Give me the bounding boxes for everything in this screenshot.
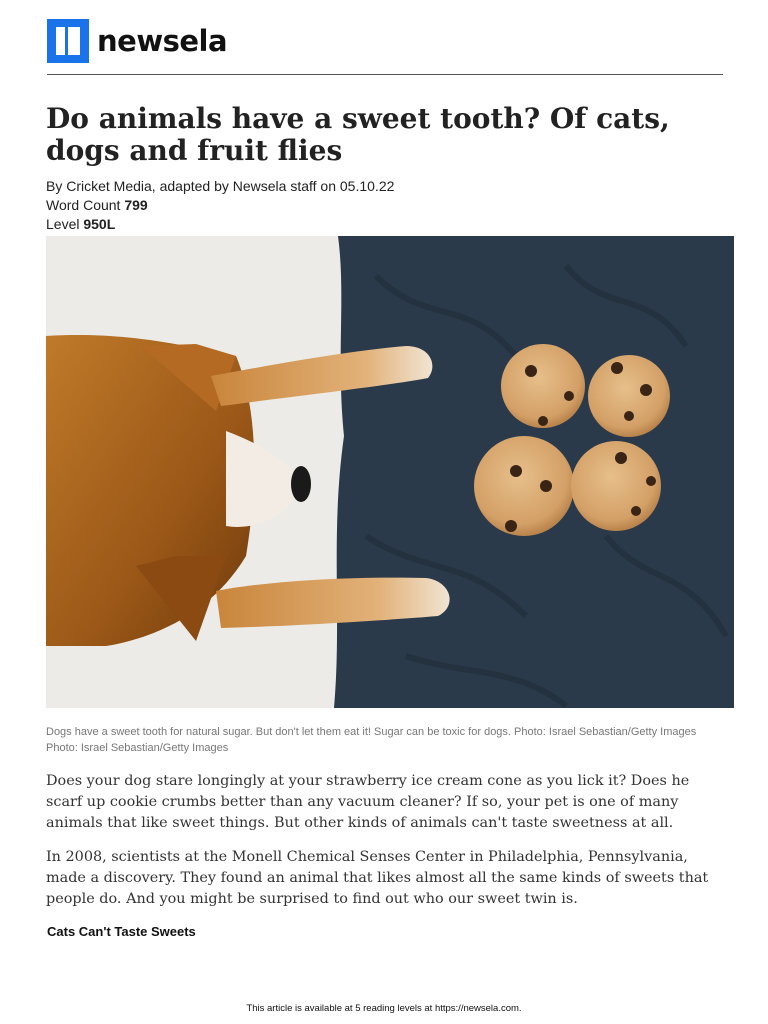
reading-level-label: Level [46, 216, 80, 232]
article-photo [46, 236, 734, 708]
footer-note: This article is available at 5 reading levels at https://newsela.com. [246, 1003, 522, 1014]
brand-name: newsela [97, 24, 228, 58]
article-byline: By Cricket Media, adapted by Newsela staff on 05.10.22 [46, 178, 395, 194]
photo-credit: Photo: Israel Sebastian/Getty Images [46, 742, 229, 754]
article-title: Do animals have a sweet tooth? Of cats, dogs and fruit flies [46, 102, 670, 167]
caption-text: Dogs have a sweet tooth for natural sugar. But don't let them eat it! Sugar can be toxic for dogs. Photo: Israel Sebastian/Getty Images [46, 726, 697, 738]
word-count-value: 799 [124, 197, 148, 213]
body-paragraph-1: Does your dog stare longingly at your strawberry ice cream cone as you lick it? Does he scarf up cookie crumbs better than any vacuum cleaner? If so, your pet is one of many animals that like sweet things. But other kinds of animals can't taste sweetness at all. [46, 773, 690, 831]
photo-caption [46, 724, 736, 756]
header-divider [47, 74, 723, 75]
reading-level-value: 950L [83, 216, 116, 232]
reading-level [46, 215, 115, 234]
body-paragraph-2: In 2008, scientists at the Monell Chemical Senses Center in Philadelphia, Pennsylvania, made a discovery. They found an animal that likes almost all the same kinds of sweets that people do. And you might be surprised to find out who our sweet twin is. [46, 849, 709, 907]
word-count-label: Word Count [46, 197, 121, 213]
section-heading: Cats Can't Taste Sweets [47, 924, 196, 939]
newsela-logo-icon [47, 19, 89, 63]
newsela-logo[interactable] [47, 19, 227, 63]
word-count [46, 196, 148, 215]
